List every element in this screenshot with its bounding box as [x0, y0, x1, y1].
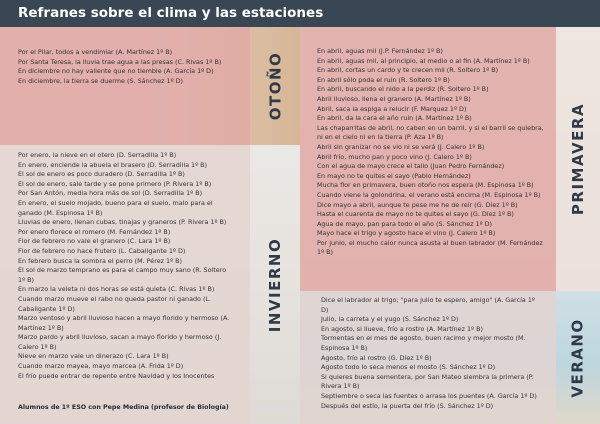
- list-item: Agua de mayo, pan para todo el año (S. Sánchez 1º D): [317, 219, 493, 228]
- list-item: Julio, la carreta y el yugo (S. Sánchez 1º D): [321, 315, 459, 324]
- list-item: En diciembre, la tierra se duerme (S. Sánchez 1º D): [18, 76, 184, 85]
- list-item: Por enero, la nieve en el otero (D. Serradilla 1º B): [18, 151, 177, 159]
- list-item: Tormentas en el mes de agosto, buen racimo y mejor mosto (M. Espinosa 1º B): [321, 334, 526, 352]
- spring-proverbs-panel: [300, 27, 556, 291]
- list-item: Flor de febrero no vale el granero (C. Lara 1º B): [18, 237, 171, 246]
- list-item: El sol de enero es poco duradero (D. Serradilla 1º B): [18, 170, 185, 179]
- summer-proverbs-list: [321, 296, 543, 411]
- list-item: Por junio, el mucho calor nunca asusta al buen labrador (M. Fernández 1º B): [317, 238, 543, 257]
- list-item: Con el agua de mayo crece el tallo (Juan Pedro Fernández): [317, 162, 505, 171]
- list-item: Marzo pardo y abril lluvioso, sacan a mayo florido y hermoso (J. Calero 1º B): [18, 333, 222, 351]
- list-item: Cuando viene la golondrina, el verano está encima (M. Espinosa 1º B): [317, 190, 541, 199]
- list-item: Por San Antón, media hora más de sol (D. Serradilla 1º B): [18, 189, 203, 198]
- list-item: Abril frío, mucho pan y poco vino (J. Calero 1º B): [317, 152, 472, 161]
- winter-season-label: INVIERNO: [266, 237, 284, 332]
- list-item: En mayo no te quites el sayo (Pablo Hernández): [317, 171, 471, 180]
- list-item: Marzo ventoso y abril lluvioso hacen a mayo florido y hermoso (A. Martínez 1º B): [18, 314, 230, 332]
- list-item: En abril, da la cara el año ruin (A. Martínez 1º B): [317, 114, 472, 123]
- winter-label-bar: [250, 145, 300, 424]
- list-item: En abril, cortas un cardo y te crecen mil (R. Soltero 1º B): [317, 66, 499, 75]
- list-item: El sol de enero, sale tarde y se pone primero (P. Rivera 1º B): [18, 179, 212, 188]
- list-item: Agosto todo lo seca menos el mosto (S. Sánchez 1º D): [321, 363, 496, 372]
- list-item: En agosto, si llueve, frío a rostro (A. Martínez 1º B): [321, 324, 483, 333]
- summer-proverbs-panel: [300, 291, 556, 424]
- page-title: Refranes sobre el clima y las estaciones: [18, 5, 324, 21]
- title-bar: [0, 0, 600, 27]
- spring-season-label: PRIMAVERA: [569, 102, 588, 216]
- list-item: Abril, saca la espiga a relucir (F. Marquez 1º D): [317, 104, 467, 113]
- list-item: Por el Pilar, todos a vendimiar (A. Martínez 1º B): [18, 48, 173, 56]
- list-item: Dice el labrador al trigo; "para julio te espero, amigo" (A. García 1º D): [321, 296, 535, 314]
- autumn-proverbs-panel: [0, 27, 250, 145]
- list-item: En abril, aguas mil (J.P. Fernández 1º B): [317, 47, 443, 55]
- list-item: Después del estío, la puerta del frío (S. Sánchez 1º D): [321, 401, 494, 410]
- winter-proverbs-list: [18, 151, 232, 381]
- list-item: En abril sólo poda el ruin (R. Soltero 1º B): [317, 75, 450, 84]
- list-item: Cuando marzo mayea, mayo marcea (A. Frida 1º D): [18, 362, 184, 371]
- list-item: Mayo hace el trigo y agosto hace el vino (J. Calero 1º B): [317, 229, 496, 238]
- list-item: Agosto, frío al rostro (G. Díez 1º B): [321, 353, 432, 362]
- list-item: En abril, aguas mil, al principio, al medio o al fin (A. Martínez 1º B): [317, 56, 530, 65]
- list-item: El frío puede entrar de repente entre Navidad y los Inocentes: [18, 371, 215, 380]
- list-item: Abril sin granizar no se vio ni se verá (J. Calero 1º B): [317, 142, 485, 151]
- list-item: En enero, enciende la abuela el brasero (D. Serradilla 1º B): [18, 160, 208, 169]
- summer-label-bar: [556, 291, 600, 424]
- list-item: En diciembre no hay valiente que no tiemble (A. García 1º D): [18, 67, 214, 76]
- list-item: Las chaparritas de abril, no caben en un barril, y si el barril se quiebra, ni en el cielo ni en la tierra (P. Aza 1º B): [317, 123, 544, 142]
- list-item: Por Santa Teresa, la lluvia trae agua a las presas (C. Rivas 1º B): [18, 57, 222, 66]
- list-item: En marzo la veleta ni dos horas se está quieta (C. Rivas 1º B): [18, 285, 215, 294]
- autumn-proverbs-list: [18, 48, 248, 86]
- list-item: Hasta el cuarenta de mayo no te quites el sayo (G. Díez 1º B): [317, 210, 514, 219]
- list-item: En febrero busca la sombra el perro (M. Pérez 1º B): [18, 256, 183, 265]
- spring-proverbs-list: [317, 47, 551, 258]
- list-item: En enero, el suelo mojado, bueno para el suelo, malo para el ganado (M. Espinosa 1º B): [18, 198, 213, 217]
- list-item: Septiembre o seca las fuentes o arrasa los puentes (A. García 1º D): [321, 391, 537, 400]
- list-item: Lluvias de enero, llenan cubas, tinajas y graneros (P. Rivera 1º B): [18, 218, 227, 227]
- autumn-label-bar: [250, 27, 300, 145]
- list-item: Abril lluvioso, llena el granero (A. Martínez 1º B): [317, 94, 471, 103]
- autumn-season-label: OTOÑO: [266, 51, 285, 121]
- list-item: Por enero florece el romero (M. Fernández 1º B): [18, 227, 171, 236]
- list-item: El sol de marzo temprano es para el campo muy sano (R. Soltero 1º B): [18, 266, 227, 284]
- list-item: Cuando marzo mueve el rabo no queda pastor ni ganado (L. Caballgante 1º D): [18, 294, 212, 313]
- spring-label-bar: [556, 27, 600, 291]
- list-item: En abril, buscando el nido a la perdiz (R. Soltero 1º B): [317, 85, 489, 94]
- summer-season-label: VERANO: [569, 317, 588, 398]
- winter-proverbs-panel: [0, 145, 250, 424]
- list-item: Nieve en marzo vale un dinerazo (C. Lara 1º B): [18, 352, 169, 361]
- list-item: Mucha flor en primavera, buen otoño nos espera (M. Espinosa 1º B): [317, 181, 534, 190]
- list-item: Dice mayo a abril, aunque te pese me he de reír (G. Díez 1º B): [317, 200, 518, 209]
- list-item: Si quieres buena sementera, por San Mateo siembra la primera (P. Rivera 1º B): [321, 372, 534, 391]
- list-item: Flor de febrero no hace frutero (L. Caballgante 1º D): [18, 246, 186, 255]
- credits-text: Alumnos de 1º ESO con Pepe Medina (profesor de Biología): [18, 404, 229, 411]
